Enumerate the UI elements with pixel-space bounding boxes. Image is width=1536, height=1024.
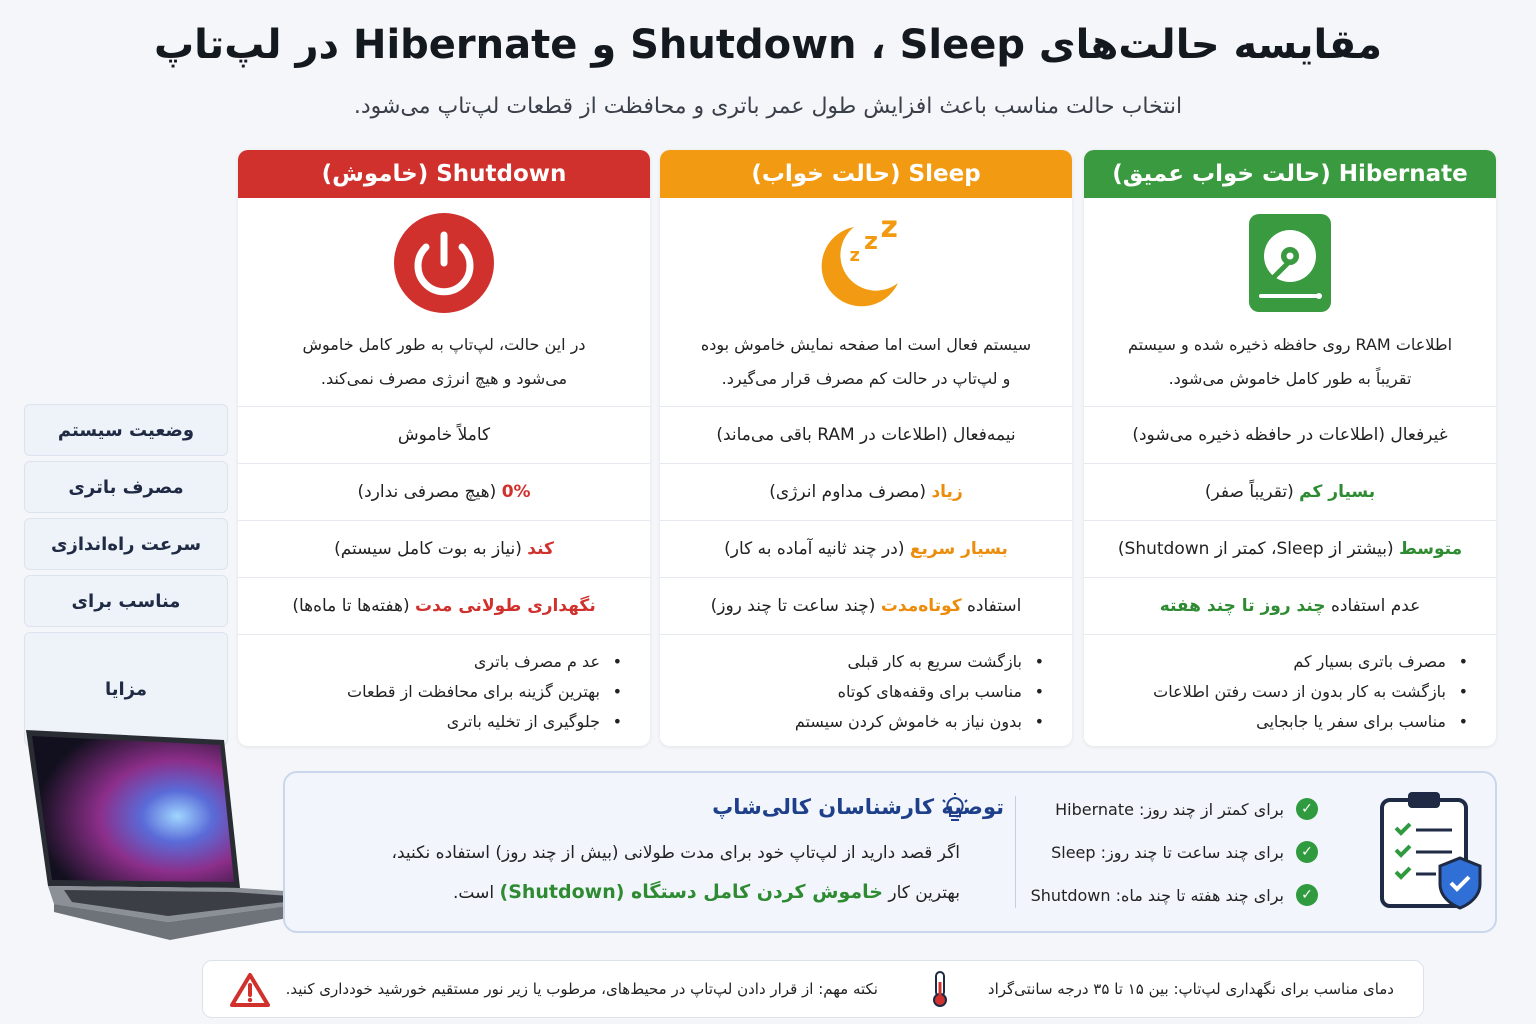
check-item-sleep [1051, 841, 1318, 863]
check-label: برای کمتر از چند روز: Hibernate [1055, 799, 1284, 819]
battery-cell [238, 463, 650, 520]
moon-zzz-icon [806, 213, 926, 313]
status-cell: کاملاً خاموش [238, 406, 650, 463]
check-item-hibernate [1055, 798, 1318, 820]
desc-line: تقریباً به طور کامل خاموش می‌شود. [1168, 369, 1412, 388]
status-cell: نیمه‌فعال (اطلاعات در RAM باقی می‌ماند) [660, 406, 1072, 463]
recommendation-pre: بهترین کار [882, 883, 960, 903]
recommendation-line: اگر قصد دارید از لپ‌تاپ خود برای مدت طولانی (بیش از چند روز) استفاده نکنید، [391, 843, 960, 863]
column-desc-hibernate [1084, 328, 1496, 406]
battery-detail: (هیچ مصرفی ندارد) [357, 482, 502, 502]
list-item: • بازگشت به کار بدون از دست رفتن اطلاعات [1104, 677, 1468, 707]
desc-line: در این حالت، لپ‌تاپ به طور کامل خاموش [302, 335, 586, 354]
status-cell: غیرفعال (اطلاعات در حافظه ذخیره می‌شود) [1084, 406, 1496, 463]
battery-cell [1084, 463, 1496, 520]
list-item: • مناسب برای وقفه‌های کوتاه [680, 677, 1044, 707]
svg-text:z: z [864, 227, 878, 255]
battery-emphasis: 0% [501, 482, 531, 502]
list-item: • بدون نیاز به خاموش کردن سیستم [680, 707, 1044, 737]
list-item: • مناسب برای سفر یا جابجایی [1104, 707, 1468, 737]
check-label: برای چند ساعت تا چند روز: Sleep [1051, 842, 1284, 862]
desc-line: و لپ‌تاپ در حالت کم مصرف قرار می‌گیرد. [721, 369, 1011, 388]
battery-detail: (مصرف مداوم انرژی) [769, 482, 932, 502]
recommendation-line [453, 881, 960, 903]
speed-emphasis: کند [527, 539, 554, 559]
speed-detail: (بیشتر از Sleep، کمتر از Shutdown) [1117, 539, 1400, 559]
suitable-pre: استفاده [961, 596, 1022, 616]
battery-emphasis: زیاد [931, 482, 963, 502]
list-item: • بازگشت سریع به کار قبلی [680, 647, 1044, 677]
hard-drive-icon [1247, 212, 1333, 314]
suitable-emphasis: چند روز تا چند هفته [1159, 596, 1326, 616]
recommendation-emphasis: خاموش کردن کامل دستگاه (Shutdown) [499, 881, 883, 903]
row-label-status: وضعیت سیستم [24, 404, 228, 456]
speed-detail: (در چند ثانیه آماده به کار) [724, 539, 910, 559]
speed-cell [238, 520, 650, 577]
check-icon: ✓ [1296, 798, 1318, 820]
svg-text:z: z [880, 213, 898, 245]
list-item: • جلوگیری از تخلیه باتری [258, 707, 622, 737]
svg-text:z: z [849, 245, 860, 266]
column-header-sleep: Sleep (حالت خواب) [660, 150, 1072, 198]
row-label-battery: مصرف باتری [24, 461, 228, 513]
thermometer-icon [929, 970, 951, 1008]
suitable-cell [238, 577, 650, 634]
speed-cell [1084, 520, 1496, 577]
column-desc-shutdown [238, 328, 650, 406]
suitable-post: (هفته‌ها تا ماه‌ها) [292, 596, 416, 616]
advantages-list [1084, 634, 1496, 746]
footer-warning-note: نکته مهم: از قرار دادن لپ‌تاپ در محیط‌های، مرطوب یا زیر نور مستقیم خورشید خودداری کنید. [285, 980, 878, 998]
desc-line: سیستم فعال است اما صفحه نمایش خاموش بوده [700, 335, 1032, 354]
column-shutdown [238, 150, 650, 746]
power-icon [392, 211, 496, 315]
column-desc-sleep [660, 328, 1072, 406]
recommendation-post: است. [453, 883, 500, 903]
column-header-shutdown: Shutdown (خاموش) [238, 150, 650, 198]
clipboard-shield-icon [1376, 788, 1484, 912]
speed-emphasis: بسیار سریع [909, 539, 1008, 559]
divider [1015, 796, 1016, 908]
row-label-advantages: مزایا [24, 632, 228, 746]
speed-emphasis: متوسط [1399, 539, 1463, 559]
list-item: • بهترین گزینه برای محافظت از قطعات [258, 677, 622, 707]
check-icon: ✓ [1296, 884, 1318, 906]
advantages-list [660, 634, 1072, 746]
row-label-suitable: مناسب برای [24, 575, 228, 627]
suitable-emphasis: کوتاه‌مدت [880, 596, 962, 616]
suitable-cell [1084, 577, 1496, 634]
suitable-pre: عدم استفاده [1325, 596, 1421, 616]
column-header-hibernate: Hibernate (حالت خواب عمیق) [1084, 150, 1496, 198]
suitable-post: (چند ساعت تا چند روز) [710, 596, 881, 616]
check-item-shutdown [1031, 884, 1318, 906]
suitable-emphasis: نگهداری طولانی مدت [415, 596, 596, 616]
battery-cell [660, 463, 1072, 520]
battery-detail: (تقریباً صفر) [1204, 482, 1300, 502]
check-label: برای چند هفته تا چند ماه: Shutdown [1030, 885, 1284, 905]
speed-cell [660, 520, 1072, 577]
speed-detail: (نیاز به بوت کامل سیستم) [334, 539, 528, 559]
suitable-cell [660, 577, 1072, 634]
column-hibernate [1084, 150, 1496, 746]
list-item: • مصرف باتری بسیار کم [1104, 647, 1468, 677]
desc-line: اطلاعات RAM روی حافظه ذخیره شده و سیستم [1127, 335, 1453, 354]
row-label-speed: سرعت راه‌اندازی [24, 518, 228, 570]
warning-icon [230, 972, 270, 1008]
list-item: • عد م مصرف باتری [258, 647, 622, 677]
column-sleep [660, 150, 1072, 746]
page-subtitle: انتخاب حالت مناسب باعث افزایش طول عمر باتری و محافظت از قطعات لپ‌تاپ می‌شود. [353, 94, 1183, 119]
page-title: مقایسه حالت‌های Shutdown ، Sleep و Hibernate در لپ‌تاپ [153, 22, 1383, 68]
check-icon: ✓ [1296, 841, 1318, 863]
footer-temperature-note: دمای مناسب برای نگهداری لپ‌تاپ: بین ۱۵ تا ۳۵ درجه سانتی‌گراد [987, 980, 1394, 998]
desc-line: می‌شود و هیچ انرژی مصرف نمی‌کند. [320, 369, 568, 388]
battery-emphasis: بسیار کم [1299, 482, 1376, 502]
recommendation-title: توصیه کارشناسان کالی‌شاپ [712, 795, 1004, 819]
